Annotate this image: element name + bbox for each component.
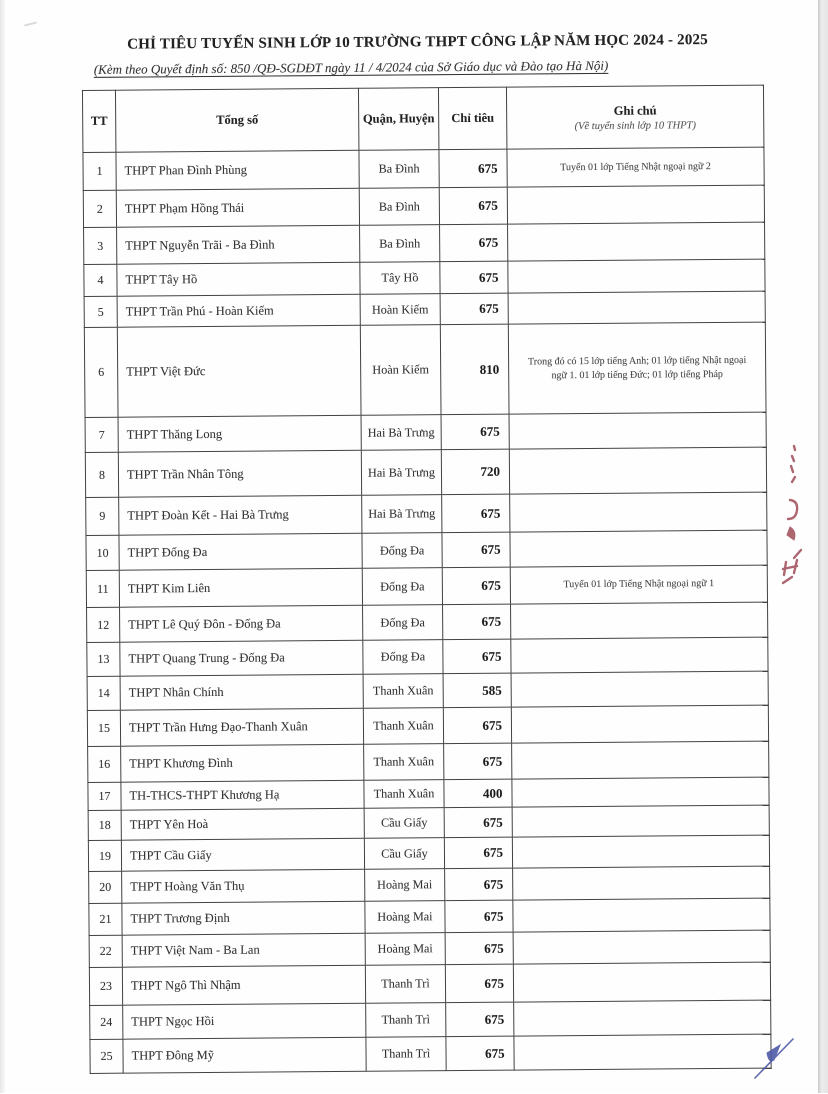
cell-tt: 10 (86, 535, 119, 570)
cell-quota: 400 (444, 779, 512, 808)
table-row (86, 492, 767, 535)
cell-tt: 24 (90, 1005, 123, 1039)
cell-quota: 675 (442, 532, 510, 568)
cell-name: THPT Hoàng Văn Thụ (122, 869, 365, 903)
table-row (87, 671, 768, 710)
cell-district: Cầu Giấy (364, 838, 444, 870)
cell-note (510, 530, 767, 567)
table-header-row (82, 85, 763, 152)
cell-district: Ba Đình (360, 225, 440, 263)
cell-name: THPT Phan Đình Phùng (116, 150, 359, 190)
table-row (84, 259, 765, 296)
cell-quota: 675 (442, 567, 510, 605)
cell-district: Đống Đa (363, 605, 443, 641)
cell-tt: 25 (90, 1039, 123, 1073)
cell-name: THPT Việt Đức (117, 325, 361, 417)
cell-quota: 675 (439, 187, 507, 225)
cell-note (510, 492, 767, 532)
cell-name: THPT Đống Đa (119, 533, 362, 570)
cell-quota: 585 (443, 673, 511, 708)
cell-note (512, 777, 769, 807)
document-subtitle: (Kèm theo Quyết định số: 850 /QĐ-SGDĐT ngày 11 / 4/2024 của Sở Giáo dục và Đào tạo Hà Nội) (93, 57, 609, 77)
cell-quota: 675 (445, 964, 513, 1003)
col-header-note-title: Ghi chú (613, 102, 657, 118)
document-title: CHỈ TIÊU TUYỂN SINH LỚP 10 TRƯỜNG THPT CÔNG LẬP NĂM HỌC 2024 - 2025 (127, 32, 708, 53)
cell-tt: 23 (89, 967, 122, 1005)
cell-tt: 14 (87, 676, 120, 710)
cell-tt: 11 (86, 570, 119, 607)
cell-note (509, 447, 766, 494)
cell-quota: 675 (445, 932, 513, 965)
cell-district: Thanh Xuân (364, 744, 444, 781)
cell-tt: 22 (89, 935, 122, 967)
cell-district: Ba Đình (359, 150, 439, 189)
cell-quota: 675 (441, 414, 509, 450)
table-row (85, 447, 766, 497)
cell-district: Hai Bà Trưng (362, 495, 442, 534)
cell-district: Đống Đa (362, 568, 442, 606)
table-row (83, 185, 764, 227)
cell-note (511, 705, 768, 743)
cell-name: THPT Trần Nhân Tông (118, 450, 361, 497)
table-row (85, 412, 766, 452)
cell-name: THPT Lê Quý Đôn - Đống Đa (120, 605, 363, 642)
cell-name: THPT Khương Đình (121, 744, 364, 782)
cell-name: THPT Việt Nam - Ba Lan (122, 933, 365, 967)
table-row (89, 898, 770, 935)
cell-quota: 810 (440, 324, 509, 415)
table-row (90, 1000, 771, 1039)
cell-district: Hai Bà Trưng (361, 415, 441, 451)
cell-note (508, 291, 765, 324)
cell-name: THPT Cầu Giấy (121, 838, 364, 871)
cell-quota: 675 (443, 604, 511, 640)
cell-tt: 13 (87, 642, 120, 676)
table-row (88, 741, 769, 782)
cell-district: Hoàn Kiếm (360, 325, 441, 416)
table-row (83, 147, 764, 190)
table-row (87, 705, 768, 746)
cell-district: Hai Bà Trưng (361, 450, 441, 496)
cell-quota: 675 (445, 868, 513, 901)
table-row (89, 866, 770, 903)
cell-name: THPT Đông Mỹ (123, 1037, 366, 1073)
page-left-edge (0, 0, 5, 1093)
cell-tt: 18 (88, 810, 121, 840)
cell-quota: 675 (440, 261, 508, 294)
page-right-edge (818, 0, 828, 1093)
cell-quota: 675 (444, 837, 512, 869)
cell-tt: 1 (83, 152, 116, 190)
cell-tt: 6 (84, 327, 118, 417)
cell-name: THPT Tây Hồ (117, 262, 360, 296)
table-row (86, 530, 767, 570)
cell-tt: 16 (88, 746, 121, 782)
cell-tt: 5 (84, 296, 117, 327)
table-row (87, 637, 768, 676)
table-row (87, 602, 768, 642)
cell-district: Hoàng Mai (365, 901, 445, 934)
cell-tt: 8 (85, 452, 118, 497)
col-header-quota: Chỉ tiêu (438, 87, 506, 150)
cell-district: Hoàng Mai (365, 869, 445, 902)
cell-tt: 12 (87, 607, 120, 642)
quota-table (82, 85, 772, 1074)
cell-name: TH-THCS-THPT Khương Hạ (121, 780, 364, 810)
cell-name: THPT Ngô Thì Nhậm (122, 965, 365, 1005)
cell-tt: 3 (84, 227, 117, 264)
cell-tt: 4 (84, 264, 117, 296)
table-row (84, 222, 765, 264)
cell-district: Ba Đình (359, 188, 439, 226)
cell-district: Thanh Xuân (364, 780, 444, 809)
cell-district: Thanh Xuân (363, 708, 443, 745)
cell-name: THPT Trần Phú - Hoàn Kiếm (117, 294, 360, 327)
cell-quota: 675 (440, 224, 508, 262)
cell-note: Trong đó có 15 lớp tiếng Anh; 01 lớp tiếng Nhật ngoại ngữ 1. 01 lớp tiếng Đức; 01 lớp tiếng Pháp (508, 322, 766, 414)
cell-name: THPT Thăng Long (118, 415, 361, 452)
red-ink-margin-marks (770, 438, 816, 598)
cell-district: Thanh Trì (365, 965, 445, 1004)
cell-note (511, 602, 768, 639)
cell-quota: 675 (444, 743, 512, 780)
table-row (90, 1034, 771, 1073)
cell-district: Hoàn Kiếm (360, 294, 440, 326)
cell-tt: 21 (89, 903, 122, 935)
cell-district: Thanh Trì (366, 1003, 446, 1038)
cell-tt: 17 (88, 782, 121, 810)
cell-note (512, 835, 769, 868)
table-row (89, 962, 770, 1005)
cell-district: Hoàng Mai (365, 933, 445, 966)
cell-tt: 19 (88, 840, 121, 871)
cell-quota: 675 (443, 707, 511, 744)
cell-note (513, 930, 770, 964)
table-row (84, 322, 766, 417)
cell-note (513, 866, 770, 900)
cell-name: THPT Phạm Hồng Thái (116, 188, 359, 227)
cell-note (511, 637, 768, 673)
cell-name: THPT Quang Trung - Đống Đa (120, 640, 363, 676)
cell-quota: 675 (443, 639, 511, 674)
col-header-name: Tổng số (115, 88, 358, 152)
cell-district: Thanh Trì (366, 1037, 446, 1072)
cell-district: Đống Đa (362, 533, 442, 569)
cell-name: THPT Kim Liên (119, 568, 362, 607)
cell-name: THPT Yên Hoà (121, 808, 364, 840)
cell-name: THPT Ngọc Hồi (123, 1003, 366, 1039)
cell-quota: 675 (444, 807, 512, 838)
cell-quota: 675 (442, 494, 510, 533)
col-header-tt: TT (82, 90, 115, 152)
cell-name: THPT Đoàn Kết - Hai Bà Trưng (119, 495, 362, 535)
table-row (89, 930, 770, 967)
cell-quota: 675 (446, 1036, 514, 1071)
cell-note (513, 898, 770, 932)
cell-note (511, 671, 768, 707)
cell-note (514, 1034, 771, 1070)
cell-district: Đống Đa (363, 640, 443, 675)
blue-pen-mark (740, 1026, 804, 1090)
cell-note: Tuyển 01 lớp Tiếng Nhật ngoại ngữ 2 (507, 147, 764, 187)
cell-name: THPT Trương Định (122, 901, 365, 935)
table-row (86, 565, 767, 607)
cell-tt: 2 (83, 190, 116, 227)
cell-quota: 675 (439, 149, 507, 188)
cell-name: THPT Trần Hưng Đạo-Thanh Xuân (120, 708, 363, 746)
cell-quota: 675 (446, 1002, 514, 1037)
cell-note (513, 962, 770, 1002)
cell-district: Tây Hồ (360, 262, 440, 295)
cell-note (508, 222, 765, 261)
cell-note (512, 805, 769, 837)
cell-tt: 15 (87, 710, 120, 746)
cell-note (507, 185, 764, 224)
col-header-note-subtitle: (Về tuyển sinh lớp 10 THPT) (574, 119, 696, 132)
cell-district: Thanh Xuân (363, 674, 443, 709)
cell-note: Tuyển 01 lớp Tiếng Nhật ngoại ngữ 1 (510, 565, 767, 604)
cell-quota: 720 (441, 449, 509, 495)
cell-note (509, 412, 766, 449)
cell-note (508, 259, 765, 293)
cell-tt: 9 (86, 497, 119, 535)
cell-note (514, 1000, 771, 1036)
cell-quota: 675 (440, 293, 508, 325)
cell-note (512, 741, 769, 779)
col-header-note (506, 85, 763, 149)
cell-name: THPT Nhân Chính (120, 674, 363, 710)
cell-name: THPT Nguyễn Trãi - Ba Đình (117, 225, 360, 264)
cell-quota: 675 (445, 900, 513, 933)
cell-district: Cầu Giấy (364, 808, 444, 839)
col-header-district: Quận, Huyện (358, 88, 438, 151)
cell-tt: 20 (89, 871, 122, 903)
cell-tt: 7 (85, 417, 118, 452)
